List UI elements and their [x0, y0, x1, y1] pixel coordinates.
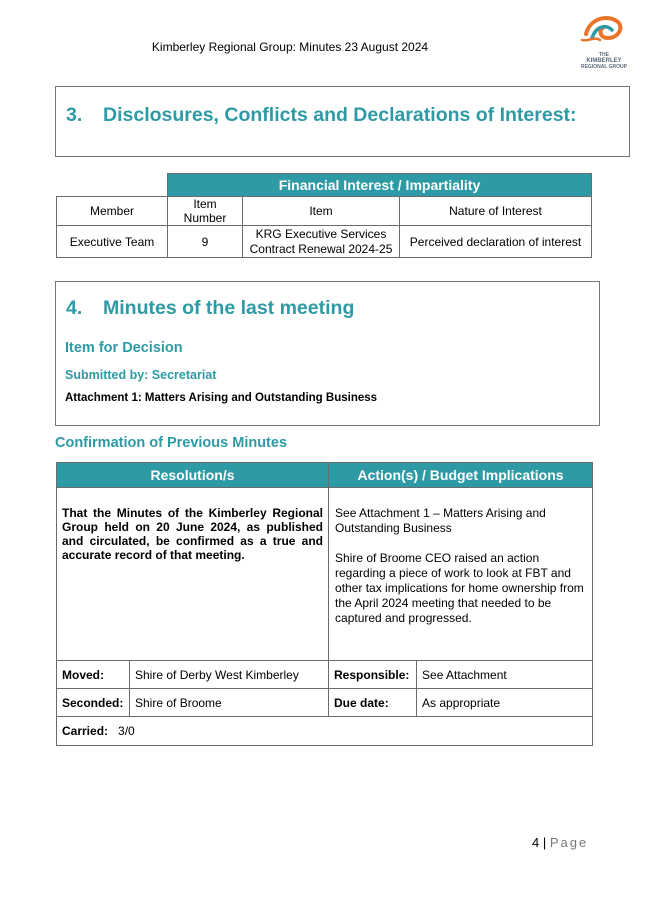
section-3-heading — [66, 104, 577, 127]
section-4-number: 4. — [66, 297, 83, 319]
resolution-text: That the Minutes of the Kimberley Regional Group held on 20 June 2024, as published and circulated, be confirmed as a true and accurate record of that meeting. — [57, 488, 329, 661]
attachment-label: Attachment 1: Matters Arising and Outstanding Business — [65, 392, 378, 404]
kimberley-logo — [578, 12, 630, 70]
due-date-label: Due date: — [329, 689, 417, 717]
document-header-title: Kimberley Regional Group: Minutes 23 August 2024 — [151, 40, 429, 54]
col-item: Item — [243, 197, 400, 226]
col-item-number: Item Number — [168, 197, 243, 226]
seconded-label: Seconded: — [57, 689, 130, 717]
page-number: 4 — [532, 835, 540, 850]
resolution-header: Resolution/s — [57, 463, 329, 488]
financial-interest-table — [56, 173, 592, 258]
table-row — [57, 717, 593, 746]
logo-text-the: THE — [599, 52, 609, 58]
action-paragraph-1: See Attachment 1 – Matters Arising and Outstanding Business — [335, 506, 546, 535]
item-for-decision: Item for Decision — [65, 340, 183, 356]
confirmation-title: Confirmation of Previous Minutes — [55, 435, 288, 451]
responsible-label: Responsible: — [329, 661, 417, 689]
cell-nature: Perceived declaration of interest — [400, 226, 592, 258]
logo-text-kimberley: KIMBERLEY — [586, 58, 622, 64]
cell-item-number: 9 — [168, 226, 243, 258]
seconded-value: Shire of Broome — [130, 689, 329, 717]
table-row — [57, 661, 593, 689]
page-separator: | — [542, 835, 547, 850]
logo-text-regional-group: REGIONAL GROUP — [580, 64, 628, 70]
action-text — [329, 488, 593, 661]
page-word: Page — [549, 835, 589, 850]
section-3-title: Disclosures, Conflicts and Declarations of Interest: — [103, 104, 577, 126]
section-4-title: Minutes of the last meeting — [103, 297, 355, 319]
table-row — [57, 226, 592, 258]
cell-item: KRG Executive Services Contract Renewal 2024-25 — [243, 226, 400, 258]
section-3-number: 3. — [66, 104, 83, 126]
col-member: Member — [57, 197, 168, 226]
page-footer — [532, 835, 588, 850]
action-header: Action(s) / Budget Implications — [329, 463, 593, 488]
carried-value: 3/0 — [118, 724, 135, 738]
action-paragraph-2: Shire of Broome CEO raised an action regarding a piece of work to look at FBT and other tax implications for home ownership from the April 2024 meeting that needed to be captured and progressed. — [335, 551, 584, 625]
moved-label: Moved: — [57, 661, 130, 689]
moved-value: Shire of Derby West Kimberley — [130, 661, 329, 689]
responsible-value: See Attachment — [417, 661, 593, 689]
submitted-by: Submitted by: Secretariat — [65, 368, 217, 382]
resolution-table — [56, 462, 593, 746]
col-nature: Nature of Interest — [400, 197, 592, 226]
cell-member: Executive Team — [57, 226, 168, 258]
kimberley-logo-icon — [578, 12, 630, 48]
carried-cell — [57, 717, 593, 746]
section-4-heading — [66, 297, 354, 320]
carried-label: Carried: — [62, 724, 109, 738]
table-row — [57, 689, 593, 717]
financial-interest-header: Financial Interest / Impartiality — [168, 174, 592, 197]
due-date-value: As appropriate — [417, 689, 593, 717]
